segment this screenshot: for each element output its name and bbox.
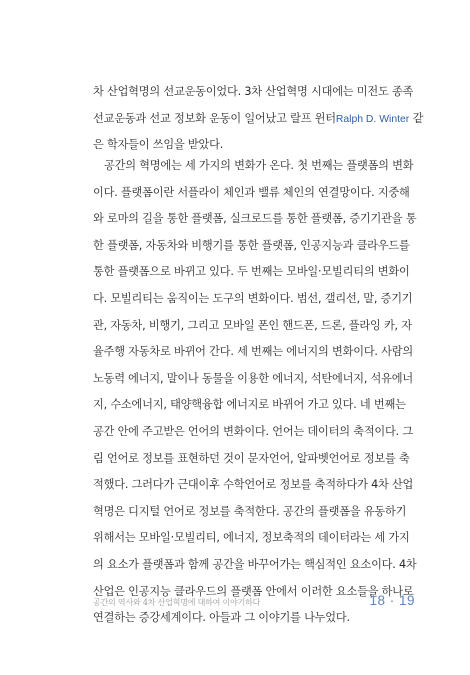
paragraph-2-line: 다. 모빌리티는 움직이는 도구의 변화이다. 범선, 갤리선, 말, 증기기 <box>93 291 413 305</box>
paragraph-1-line-2 <box>93 106 424 133</box>
paragraph-2-line: 이다. 플랫폼이란 서플라이 체인과 밸류 체인의 연결망이다. 지중해 <box>93 185 410 199</box>
paragraph-1-line-1: 차 산업혁명의 선교운동이었다. 3차 산업혁명 시대에는 미전도 종족 <box>93 85 414 98</box>
paragraph-1 <box>93 79 424 159</box>
paragraph-2-line: 의 요소가 플랫폼과 함께 공간을 바꾸어가는 핵심적인 요소이다. 4차 <box>93 557 417 571</box>
paragraph-2 <box>93 153 417 632</box>
page-footer <box>93 593 415 615</box>
paragraph-2-line: 공간의 혁명에는 세 가지의 변화가 온다. 첫 번째는 플랫폼의 변화 <box>104 159 414 172</box>
paragraph-1-line-2-tail: 같 <box>409 111 424 125</box>
paragraph-2-line: 한 플랫폼, 자동차와 비행기를 통한 플랫폼, 인공지능과 클라우드를 <box>93 238 410 252</box>
paragraph-1-line-2-text: 선교운동과 선교 정보화 운동이 일어났고 랄프 윈터 <box>93 111 336 125</box>
paragraph-2-line: 노동력 에너지, 말이나 동물을 이용한 에너지, 석탄에너지, 석유에너 <box>93 371 413 385</box>
paragraph-2-line: 산업은 인공지능 클라우드의 플랫폼 안에서 이러한 요소들을 하나로 <box>93 584 414 598</box>
paragraph-2-line: 혁명은 디지털 언어로 정보를 축적한다. 공간의 플랫폼을 유동하기 <box>93 504 407 518</box>
paragraph-2-line: 지, 수소에너지, 태양핵융합 에너지로 바뀌어 가고 있다. 네 번째는 <box>93 398 406 412</box>
paragraph-2-line: 율주행 자동차로 바뀌어 간다. 세 번째는 에너지의 변화이다. 사람의 <box>93 345 413 359</box>
paragraph-2-line: 통한 플랫폼으로 바뀌고 있다. 두 번째는 모바일·모빌리티의 변화이 <box>93 265 410 279</box>
paragraph-2-line: 림 언어로 정보를 표현하던 것이 문자언어, 알파벳언어로 정보를 축 <box>93 451 410 465</box>
paragraph-2-line: 관, 자동차, 비행기, 그리고 모바일 폰인 핸드폰, 드론, 플라잉 카, 자 <box>93 318 412 332</box>
running-title: 공간의 역사와 4차 산업혁명에 대하여 이야기하다 <box>93 598 261 607</box>
paragraph-2-line: 연결하는 증강세계이다. 아들과 그 이야기를 나누었다. <box>93 611 350 625</box>
paragraph-2-line: 적했다. 그러다가 근대이후 수학언어로 정보를 축적하다가 4차 산업 <box>93 478 414 492</box>
paragraph-2-line: 위해서는 모바일·모빌리티, 에너지, 정보축적의 데이터라는 세 가지 <box>93 531 410 545</box>
paragraph-2-line: 공간 안에 주고받은 언어의 변화이다. 언어는 데이터의 축적이다. 그 <box>93 424 413 438</box>
paragraph-1-line-3: 은 학자들이 쓰임을 받았다. <box>93 138 224 152</box>
page-number: 18 · 19 <box>369 593 415 608</box>
author-name-english: Ralph D. Winter <box>335 113 410 125</box>
paragraph-2-line: 와 로마의 길을 통한 플랫폼, 실크로드를 통한 플랫폼, 증기기관을 통 <box>93 212 417 226</box>
